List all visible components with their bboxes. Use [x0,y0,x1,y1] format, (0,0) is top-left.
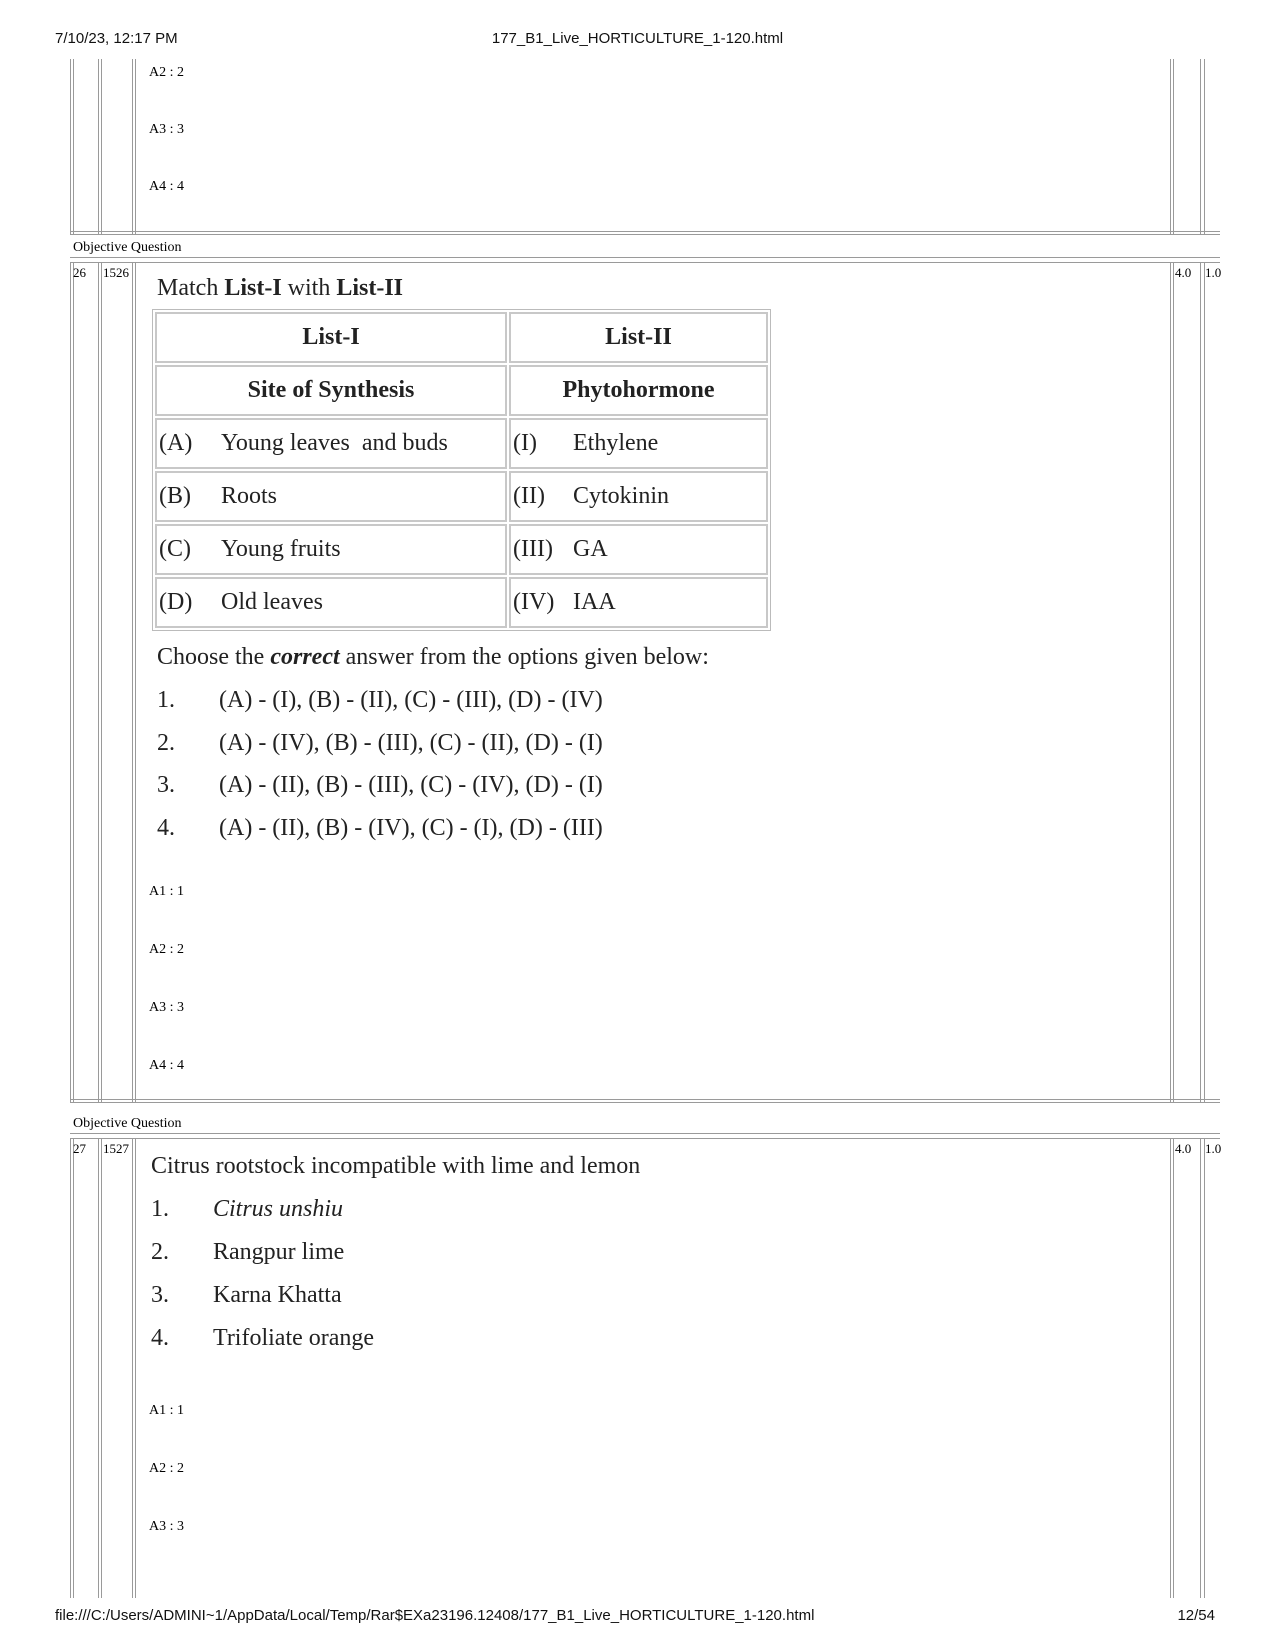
list-ii-header: List-II [509,312,768,363]
document-title: 177_B1_Live_HORTICULTURE_1-120.html [491,30,784,47]
table-row: (B) Roots (II) Cytokinin [155,471,768,522]
match-table [152,309,771,631]
question-id: 1526 [103,265,129,280]
answer-option-a3: A3 : 3 [149,1519,184,1534]
prev-question-block [70,59,1220,234]
answer-option-a2: A2 : 2 [149,65,184,80]
question-marks: 4.0 [1175,1141,1192,1156]
option-4: 4. (A) - (II), (B) - (IV), (C) - (I), (D) - (III) [157,815,603,841]
option-3: 3. Karna Khatta [151,1282,342,1308]
page-number: 12/54 [1177,1607,1215,1624]
question-number: 26 [73,265,86,280]
question-type-label: Objective Question [73,240,182,255]
option-4: 4. Trifoliate orange [151,1325,375,1351]
answer-option-a2: A2 : 2 [149,942,184,957]
answer-option-a4: A4 : 4 [149,179,184,194]
match-instruction: Match List-I with List-II [157,275,404,301]
table-row: (A) Young leaves and buds (I) Ethylene [155,418,768,469]
negative-marks: 1.0 [1205,265,1222,280]
table-row: (C) Young fruits (III) GA [155,524,768,575]
file-path: file:///C:/Users/ADMINI~1/AppData/Local/Temp/Rar$EXa23196.12408/177_B1_Live_HORTICULTURE_1-120.html [55,1607,815,1624]
list-ii-subheader: Phytohormone [509,365,768,416]
list-i-subheader: Site of Synthesis [155,365,507,416]
option-1: 1. Citrus unshiu [151,1196,344,1222]
answer-option-a3: A3 : 3 [149,1000,184,1015]
question-text: Citrus rootstock incompatible with lime and lemon [151,1153,641,1179]
answer-option-a2: A2 : 2 [149,1461,184,1476]
answer-option-a4: A4 : 4 [149,1058,184,1073]
question-id: 1527 [103,1141,129,1156]
question-marks: 4.0 [1175,265,1192,280]
negative-marks: 1.0 [1205,1141,1222,1156]
table-row: (D) Old leaves (IV) IAA [155,577,768,628]
option-1: 1. (A) - (I), (B) - (II), (C) - (III), (D) - (IV) [157,687,603,713]
option-3: 3. (A) - (II), (B) - (III), (C) - (IV), (D) - (I) [157,772,603,798]
option-2: 2. (A) - (IV), (B) - (III), (C) - (II), (D) - (I) [157,730,603,756]
choose-instruction: Choose the correct answer from the options given below: [157,644,709,670]
option-2: 2. Rangpur lime [151,1239,345,1265]
answer-option-a3: A3 : 3 [149,122,184,137]
answer-option-a1: A1 : 1 [149,1403,184,1418]
question-number: 27 [73,1141,86,1156]
list-i-header: List-I [155,312,507,363]
question-type-label: Objective Question [73,1116,182,1131]
print-datetime: 7/10/23, 12:17 PM [55,30,178,47]
answer-option-a1: A1 : 1 [149,884,184,899]
